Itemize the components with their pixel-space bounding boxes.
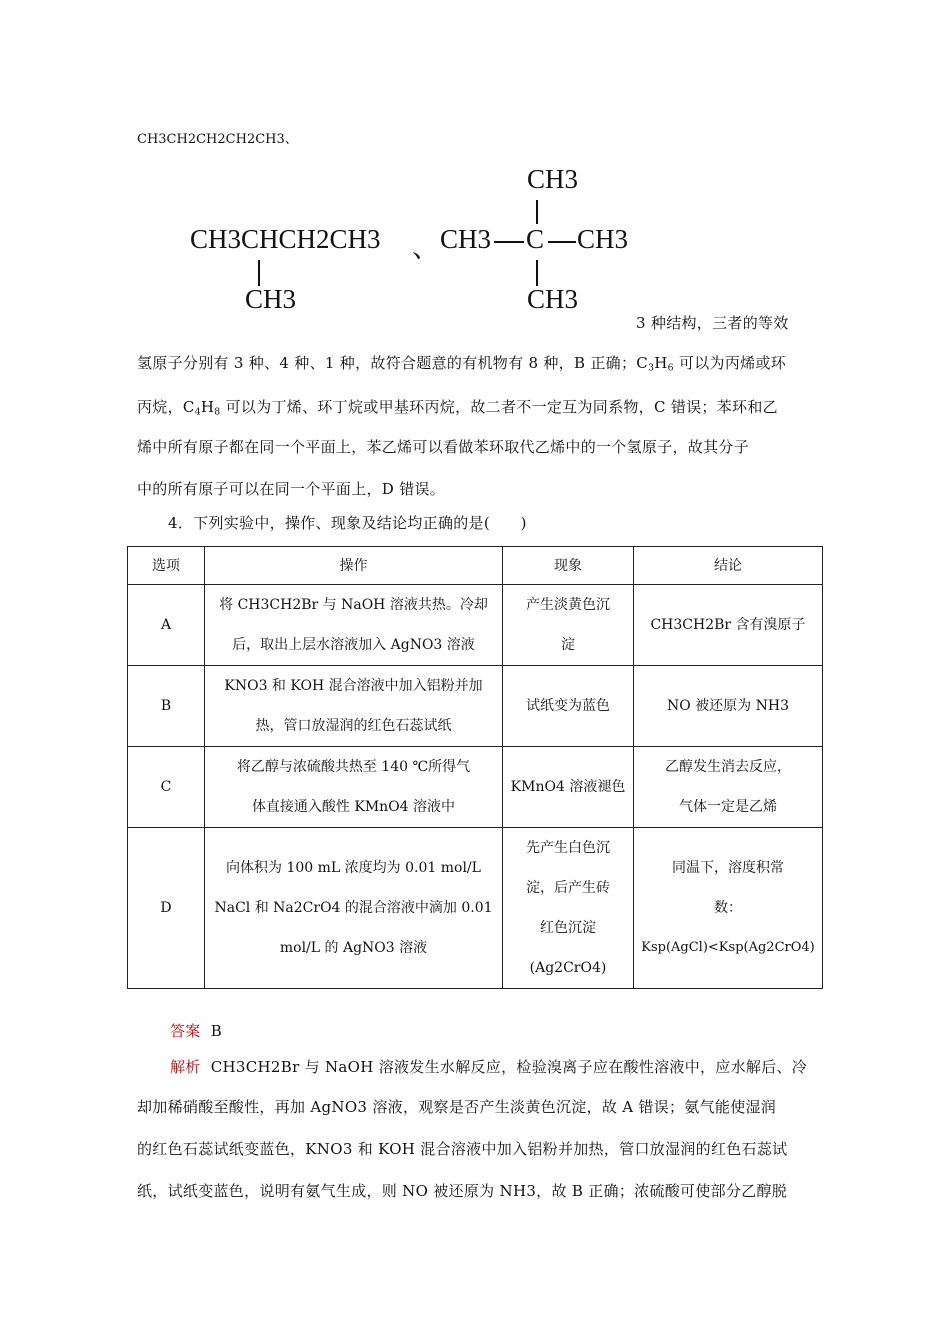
structure-b-bond-top bbox=[536, 200, 538, 224]
row-b-conclusion: NO 被还原为 NH3 bbox=[634, 666, 823, 747]
table-row bbox=[128, 585, 823, 666]
table-row bbox=[128, 747, 823, 828]
para1-line2: 氢原子分别有 3 种、4 种、1 种，故符合题意的有机物有 8 种，B 正确；$C_3H_6$ 可以为丙烯或环 bbox=[137, 354, 787, 374]
header-phenomenon: 现象 bbox=[503, 547, 634, 585]
structure-b-bond-right bbox=[548, 241, 576, 243]
structure-b-bond-bottom bbox=[536, 260, 538, 286]
row-d-conclusion: 同温下，溶度积常 数： Ksp(AgCl)<Ksp(Ag2CrO4) bbox=[634, 828, 823, 989]
structure-b-right: CH3 bbox=[577, 224, 629, 254]
row-a-operation: 将 CH3CH2Br 与 NaOH 溶液共热。冷却 后，取出上层水溶液加入 AgNO3 溶液 bbox=[205, 585, 503, 666]
row-c-option: C bbox=[128, 747, 205, 828]
analysis-line4: 纸，试纸变蓝色，说明有氨气生成，则 NO 被还原为 NH3，故 B 正确；浓硫酸可使部分乙醇脱 bbox=[137, 1182, 788, 1200]
experiment-table bbox=[127, 546, 823, 989]
analysis-line1: 解析 CH3CH2Br 与 NaOH 溶液发生水解反应，检验溴离子应在酸性溶液中，应水解后、冷 bbox=[170, 1058, 808, 1076]
row-b-phenomenon: 试纸变为蓝色 bbox=[503, 666, 634, 747]
structure-b-center: C bbox=[526, 224, 545, 254]
table-row bbox=[128, 666, 823, 747]
analysis-label: 解析 bbox=[170, 1058, 201, 1076]
para1-line1: 3 种结构，三者的等效 bbox=[636, 314, 789, 332]
table-header-row bbox=[128, 547, 823, 585]
structure-a-main: CH3CHCH2CH3 bbox=[190, 224, 381, 254]
structure-b-left: CH3 bbox=[440, 224, 492, 254]
header-conclusion: 结论 bbox=[634, 547, 823, 585]
para1-line3: 丙烷，$C_4H_8$ 可以为丁烯、环丁烷或甲基环丙烷，故二者不一定互为同系物，C 错误；苯环和乙 bbox=[137, 398, 778, 418]
row-d-phenomenon: 先产生白色沉 淀，后产生砖 红色沉淀 (Ag2CrO4) bbox=[503, 828, 634, 989]
structure-a-bond bbox=[258, 260, 260, 286]
analysis-line2: 却加稀硝酸至酸性，再加 AgNO3 溶液，观察是否产生淡黄色沉淀，故 A 错误；氨气能使湿润 bbox=[137, 1098, 777, 1116]
row-b-option: B bbox=[128, 666, 205, 747]
header-option: 选项 bbox=[128, 547, 205, 585]
analysis-line3: 的红色石蕊试纸变蓝色，KNO3 和 KOH 混合溶液中加入铝粉并加热，管口放湿润的红色石蕊试 bbox=[137, 1140, 788, 1158]
row-a-option: A bbox=[128, 585, 205, 666]
answer-label: 答案 bbox=[170, 1022, 201, 1040]
answer-line bbox=[170, 1020, 222, 1041]
row-c-conclusion: 乙醇发生消去反应， 气体一定是乙烯 bbox=[634, 747, 823, 828]
para1-line5: 中的所有原子可以在同一个平面上，D 错误。 bbox=[137, 480, 446, 498]
top-formula: CH3CH2CH2CH2CH3、 bbox=[137, 132, 298, 147]
row-d-option: D bbox=[128, 828, 205, 989]
structure-b-bottom: CH3 bbox=[527, 284, 579, 314]
structure-a-branch: CH3 bbox=[245, 284, 297, 314]
row-c-operation: 将乙醇与浓硫酸共热至 140 ℃所得气 体直接通入酸性 KMnO4 溶液中 bbox=[205, 747, 503, 828]
header-operation: 操作 bbox=[205, 547, 503, 585]
structure-b-bond-left bbox=[494, 241, 524, 243]
row-b-operation: KNO3 和 KOH 混合溶液中加入铝粉并加 热，管口放湿润的红色石蕊试纸 bbox=[205, 666, 503, 747]
para1-line4: 烯中所有原子都在同一个平面上，苯乙烯可以看做苯环取代乙烯中的一个氢原子，故其分子 bbox=[137, 438, 750, 456]
row-a-phenomenon: 产生淡黄色沉 淀 bbox=[503, 585, 634, 666]
question-stem: 4．下列实验中，操作、现象及结论均正确的是( ) bbox=[168, 514, 527, 532]
answer-value: B bbox=[210, 1022, 223, 1040]
row-a-conclusion: CH3CH2Br 含有溴原子 bbox=[634, 585, 823, 666]
row-d-operation: 向体积为 100 mL 浓度均为 0.01 mol/L NaCl 和 Na2CrO4 的混合溶液中滴加 0.01 mol/L 的 AgNO3 溶液 bbox=[205, 828, 503, 989]
row-c-phenomenon: KMnO4 溶液褪色 bbox=[503, 747, 634, 828]
structure-separator: 、 bbox=[412, 233, 439, 263]
structure-b-top: CH3 bbox=[527, 164, 579, 194]
table-row bbox=[128, 828, 823, 989]
